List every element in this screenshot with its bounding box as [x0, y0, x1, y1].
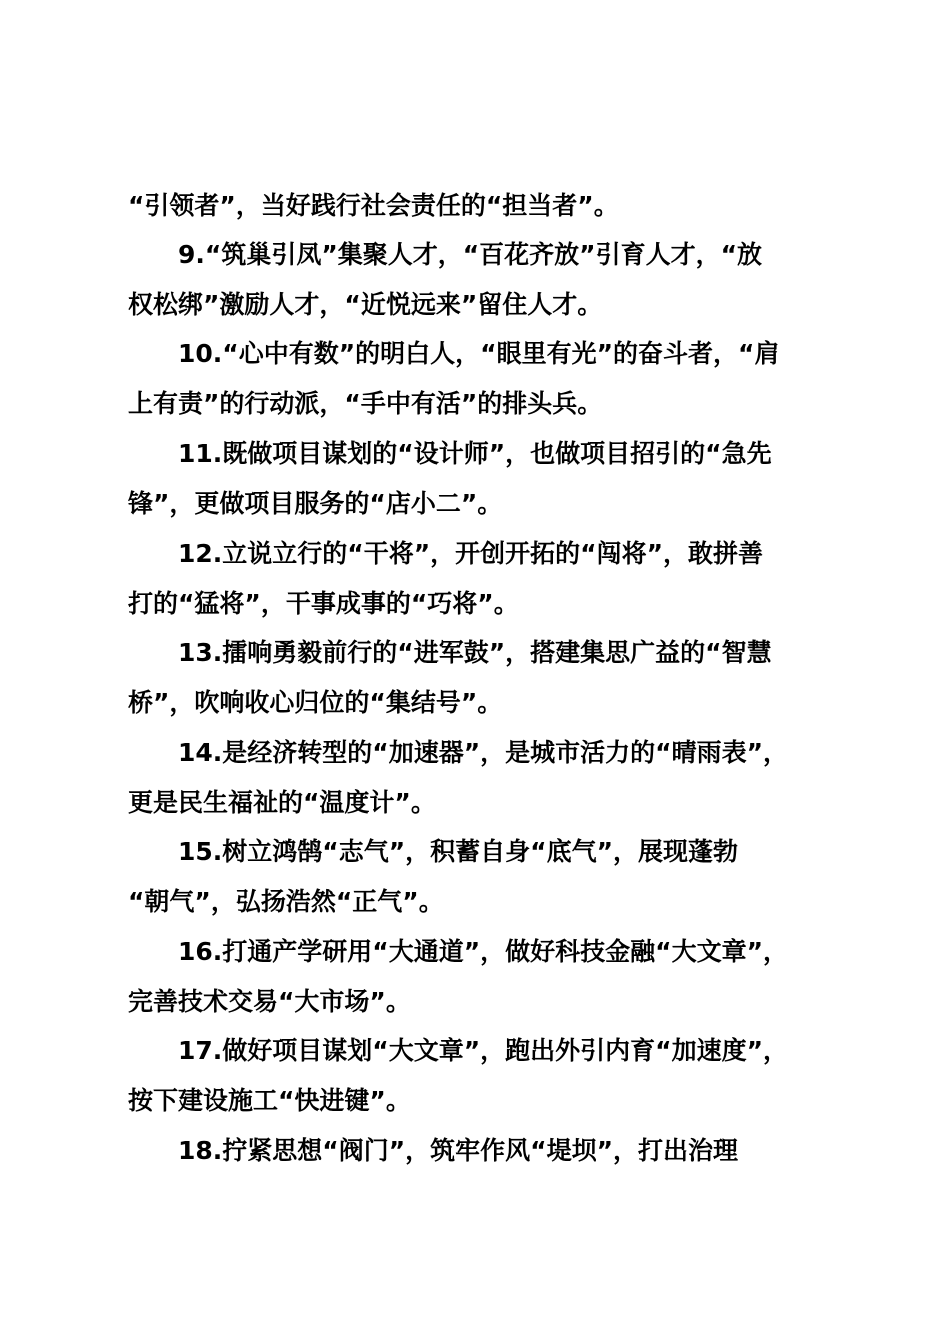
text-line: 锋”，更做项目服务的“店小二”。 — [128, 489, 503, 518]
list-item-15: 15.树立鸿鹄“志气”，积蓄自身“底气”，展现蓬勃 — [178, 837, 739, 866]
list-item-16: 16.打通产学研用“大通道”，做好科技金融“大文章”， — [178, 937, 789, 966]
list-item-14: 14.是经济转型的“加速器”，是城市活力的“晴雨表”， — [178, 738, 789, 767]
text-line: 打的“猛将”，干事成事的“巧将”。 — [128, 589, 519, 618]
text-line: 桥”，吹响收心归位的“集结号”。 — [128, 688, 503, 717]
text-line: “引领者”，当好践行社会责任的“担当者”。 — [128, 191, 619, 220]
text-line: 按下建设施工“快进键”。 — [128, 1086, 411, 1115]
text-line: 权松绑”激励人才，“近悦远来”留住人才。 — [128, 290, 603, 319]
text-line: 上有责”的行动派，“手中有活”的排头兵。 — [128, 389, 603, 418]
list-item-9: 9.“筑巢引凤”集聚人才，“百花齐放”引育人才，“放 — [178, 240, 763, 269]
list-item-17: 17.做好项目谋划“大文章”，跑出外引内育“加速度”， — [178, 1036, 789, 1065]
list-item-11: 11.既做项目谋划的“设计师”，也做项目招引的“急先 — [178, 439, 772, 468]
list-item-12: 12.立说立行的“干将”，开创开拓的“闯将”，敢拼善 — [178, 539, 764, 568]
list-item-13: 13.擂响勇毅前行的“进军鼓”，搭建集思广益的“智慧 — [178, 638, 772, 667]
list-item-10: 10.“心中有数”的明白人，“眼里有光”的奋斗者，“肩 — [178, 339, 780, 368]
list-item-18: 18.拧紧思想“阀门”，筑牢作风“堤坝”，打出治理 — [178, 1136, 739, 1165]
text-line: 完善技术交易“大市场”。 — [128, 987, 411, 1016]
text-line: “朝气”，弘扬浩然“正气”。 — [128, 887, 444, 916]
text-line: 更是民生福祉的“温度计”。 — [128, 788, 436, 817]
